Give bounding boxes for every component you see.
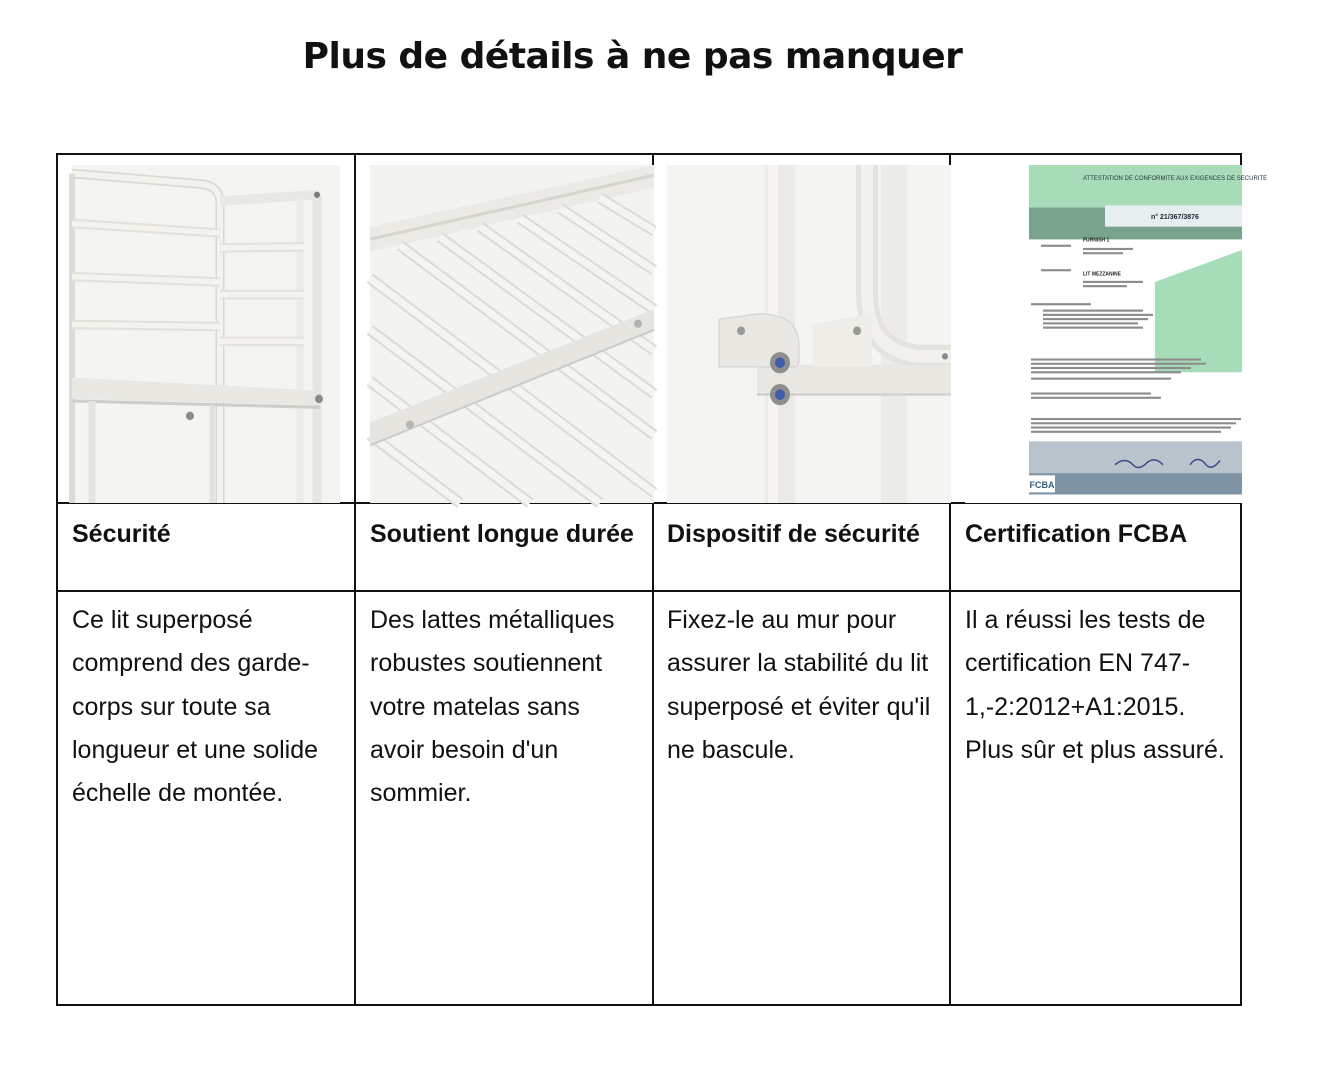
feature-description-securite: Ce lit superposé comprend des garde-corps sur toute sa longueur et une solide échelle de montée. <box>72 606 319 808</box>
features-table <box>56 153 1268 1006</box>
feature-description-certification: Il a réussi les tests de certification EN 747-1,-2:2012+A1:2015. Plus sûr et plus assuré. <box>965 606 1225 764</box>
feature-heading-certification: Certification FCBA <box>965 520 1188 548</box>
fcba-logo: FCBA <box>1029 479 1055 491</box>
bed-guardrail-photo <box>72 165 340 503</box>
wall-bracket-photo <box>667 165 951 503</box>
feature-heading-securite: Sécurité <box>72 520 171 548</box>
feature-description-soutien: Des lattes métalliques robustes soutiennent votre matelas sans avoir besoin d'un sommier. <box>370 606 615 808</box>
page-title: Plus de détails à ne pas manquer <box>302 36 963 77</box>
certificate-company: FURNISH 1 <box>1083 237 1110 244</box>
feature-heading-dispositif: Dispositif de sécurité <box>667 520 920 548</box>
fcba-certificate-photo <box>965 165 1268 503</box>
certificate-number: n° 21/367/3876 <box>1151 211 1199 222</box>
metal-slats-photo <box>370 165 654 503</box>
feature-heading-soutien: Soutient longue durée <box>370 520 634 548</box>
certificate-product: LIT MEZZANINE <box>1083 271 1121 278</box>
certificate-header: ATTESTATION DE CONFORMITE AUX EXIGENCES DE SECURITE <box>1082 174 1268 182</box>
feature-description-dispositif: Fixez-le au mur pour assurer la stabilité du lit superposé et éviter qu'il ne bascule. <box>667 606 931 764</box>
